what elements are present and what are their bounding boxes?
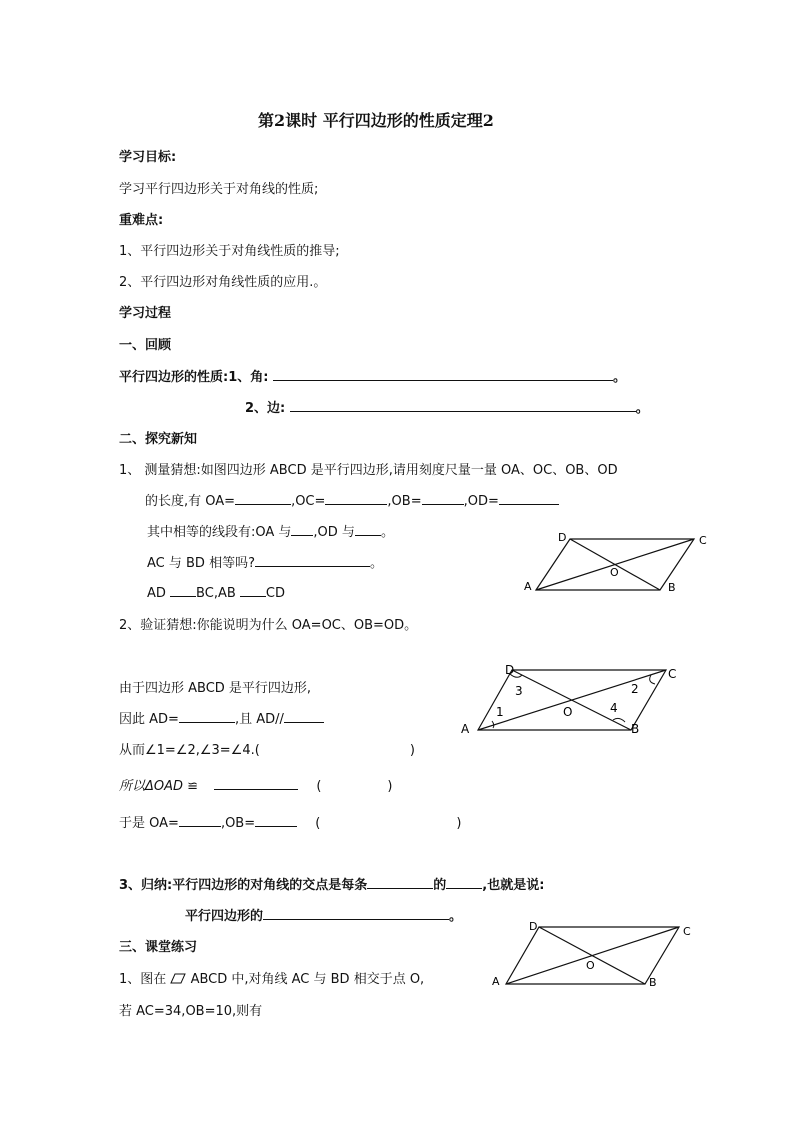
ob-blank[interactable] [422,491,464,505]
key-point-1: 1、平行四边形关于对角线性质的推导; [119,244,340,259]
fig3-label-b: B [649,976,657,989]
review-side-blank[interactable] [290,398,636,412]
fig2-angle-4: 4 [610,701,618,715]
q2-proof-line-3 [119,739,415,758]
fig2-angle-2-arc [650,675,655,684]
review-line-1-end: 。 [612,370,626,385]
fig2-label-o: O [563,705,573,719]
fig2-angle-3: 3 [515,684,523,698]
q3-property-label: 平行四边形的 [185,909,264,924]
objectives-heading: 学习目标: [119,150,177,165]
q3-line-2-end: 。 [449,909,463,924]
review-heading: 一、回顾 [119,338,172,353]
oa-result-blank[interactable] [179,813,221,827]
q1-od-label: ,OD= [463,494,499,509]
q2-reason-open: ( [316,779,322,794]
fig1-label-c: C [699,534,707,547]
parallelogram-figure-2 [455,658,690,740]
q1-ad-label: AD [147,586,166,601]
review-line-2-end: 。 [635,401,649,416]
q3-summary-label: 3、归纳:平行四边形的对角线的交点是每条 [119,878,368,893]
q1-bc-ab-label: BC,AB [196,586,236,601]
fig2-angle-2: 2 [631,682,639,696]
q3-property-blank[interactable] [263,906,449,920]
fig3-label-a: A [492,975,500,988]
q1-od-equal-label: ,OD 与 [313,525,355,540]
q1-line-1: 1、 测量猜想:如图四边形 ABCD 是平行四边形,请用刻度尺量一量 OA、OC、OB、OD [119,463,618,478]
oc-blank[interactable] [325,491,387,505]
q2-congruent-label: 所以ΔOAD ≌ [119,779,199,794]
q1-oa-label: 的长度,有 OA= [145,494,236,509]
q1-line-3-end: 。 [380,525,394,540]
ad-bc-blank[interactable] [170,583,196,597]
q2-ad-label: 因此 AD= [119,712,179,727]
q1-line-2 [145,490,559,509]
review-line-1 [119,366,626,385]
page-title: 第2课时 平行四边形的性质定理2 [258,111,494,130]
q2-angles-label: 从而∠1=∠2,∠3=∠4.( [119,743,260,758]
fig2-label-d: D [505,663,515,677]
fig3-label-c: C [683,925,691,938]
ad-parallel-blank[interactable] [284,709,324,723]
review-line-2 [245,397,649,416]
q2-reason-close: ) [387,779,393,794]
q1-line-3 [147,521,394,540]
q1-line-4 [147,552,383,571]
q2-angles-close: ) [409,743,415,758]
q2-ad-parallel-label: ,且 AD// [234,712,284,727]
objectives-text: 学习平行四边形关于对角线的性质; [119,182,319,197]
fig1-label-o: O [610,566,619,579]
q1-ac-bd-label: AC 与 BD 相等吗? [147,556,255,571]
practice-line-1-prefix: 1、图在 [119,972,167,987]
ab-cd-blank[interactable] [240,583,266,597]
q3-line-2 [185,905,462,924]
fig1-label-b: B [668,581,676,594]
od-blank[interactable] [499,491,559,505]
q1-equal-label: 其中相等的线段有:OA 与 [147,525,292,540]
q3-that-is-label: ,也就是说: [482,878,545,893]
q3-midpoint-blank[interactable] [446,875,482,889]
q1-cd-label: CD [265,586,285,601]
q1-ob-label: ,OB= [387,494,422,509]
oa-equal-blank[interactable] [291,522,313,536]
q2-proof-line-4 [119,775,393,794]
fig3-diagonal-bd [539,927,645,984]
fig2-diagonal-bd [512,670,631,730]
q2-oa-label: 于是 OA= [119,816,179,831]
q2-line-1: 2、验证猜想:你能说明为什么 OA=OC、OB=OD。 [119,618,418,633]
review-line-1-prefix: 平行四边形的性质:1、角: [119,370,269,385]
fig3-label-d: D [529,920,538,933]
practice-heading: 三、课堂练习 [119,940,198,955]
q2-final-reason-close: ) [456,816,462,831]
q1-line-5 [147,583,285,601]
practice-line-2: 若 AC=34,OB=10,则有 [119,1004,263,1019]
od-equal-blank[interactable] [355,522,381,536]
q3-of-label: 的 [433,878,447,893]
review-angle-blank[interactable] [273,367,613,381]
fig2-label-b: B [631,722,640,736]
ac-bd-blank[interactable] [255,553,370,567]
q3-each-blank[interactable] [367,875,433,889]
fig2-angle-1: 1 [496,705,504,719]
ob-result-blank[interactable] [255,813,297,827]
fig2-label-c: C [668,667,677,681]
q2-proof-line-1: 由于四边形 ABCD 是平行四边形, [119,681,312,696]
process-heading: 学习过程 [119,306,172,321]
congruent-triangle-blank[interactable] [214,776,298,790]
parallelogram-figure-1 [515,528,715,598]
fig1-diagonal-bd [570,539,660,590]
fig2-label-a: A [461,722,470,736]
fig2-angle-1-arc [492,721,494,728]
parallelogram-symbol-icon [170,973,186,984]
practice-line-1-rest: ABCD 中,对角线 AC 与 BD 相交于点 O, [190,972,425,987]
q2-final-reason-open: ( [315,816,321,831]
q1-line-4-end: 。 [369,556,383,571]
q2-proof-line-5 [119,812,461,831]
fig1-label-a: A [524,580,532,593]
ad-equal-blank[interactable] [179,709,235,723]
explore-heading: 二、探究新知 [119,432,198,447]
fig3-label-o: O [586,959,595,972]
q3-line-1 [119,874,544,893]
q2-proof-line-2 [119,708,324,727]
q1-oc-label: ,OC= [291,494,326,509]
review-line-2-prefix: 2、边: [245,401,286,416]
key-point-2: 2、平行四边形对角线性质的应用.。 [119,275,327,290]
fig1-label-d: D [558,531,567,544]
parallelogram-figure-3 [484,918,699,992]
key-points-heading: 重难点: [119,213,164,228]
practice-line-1 [119,968,424,987]
oa-blank[interactable] [235,491,291,505]
q2-ob-label: ,OB= [220,816,256,831]
